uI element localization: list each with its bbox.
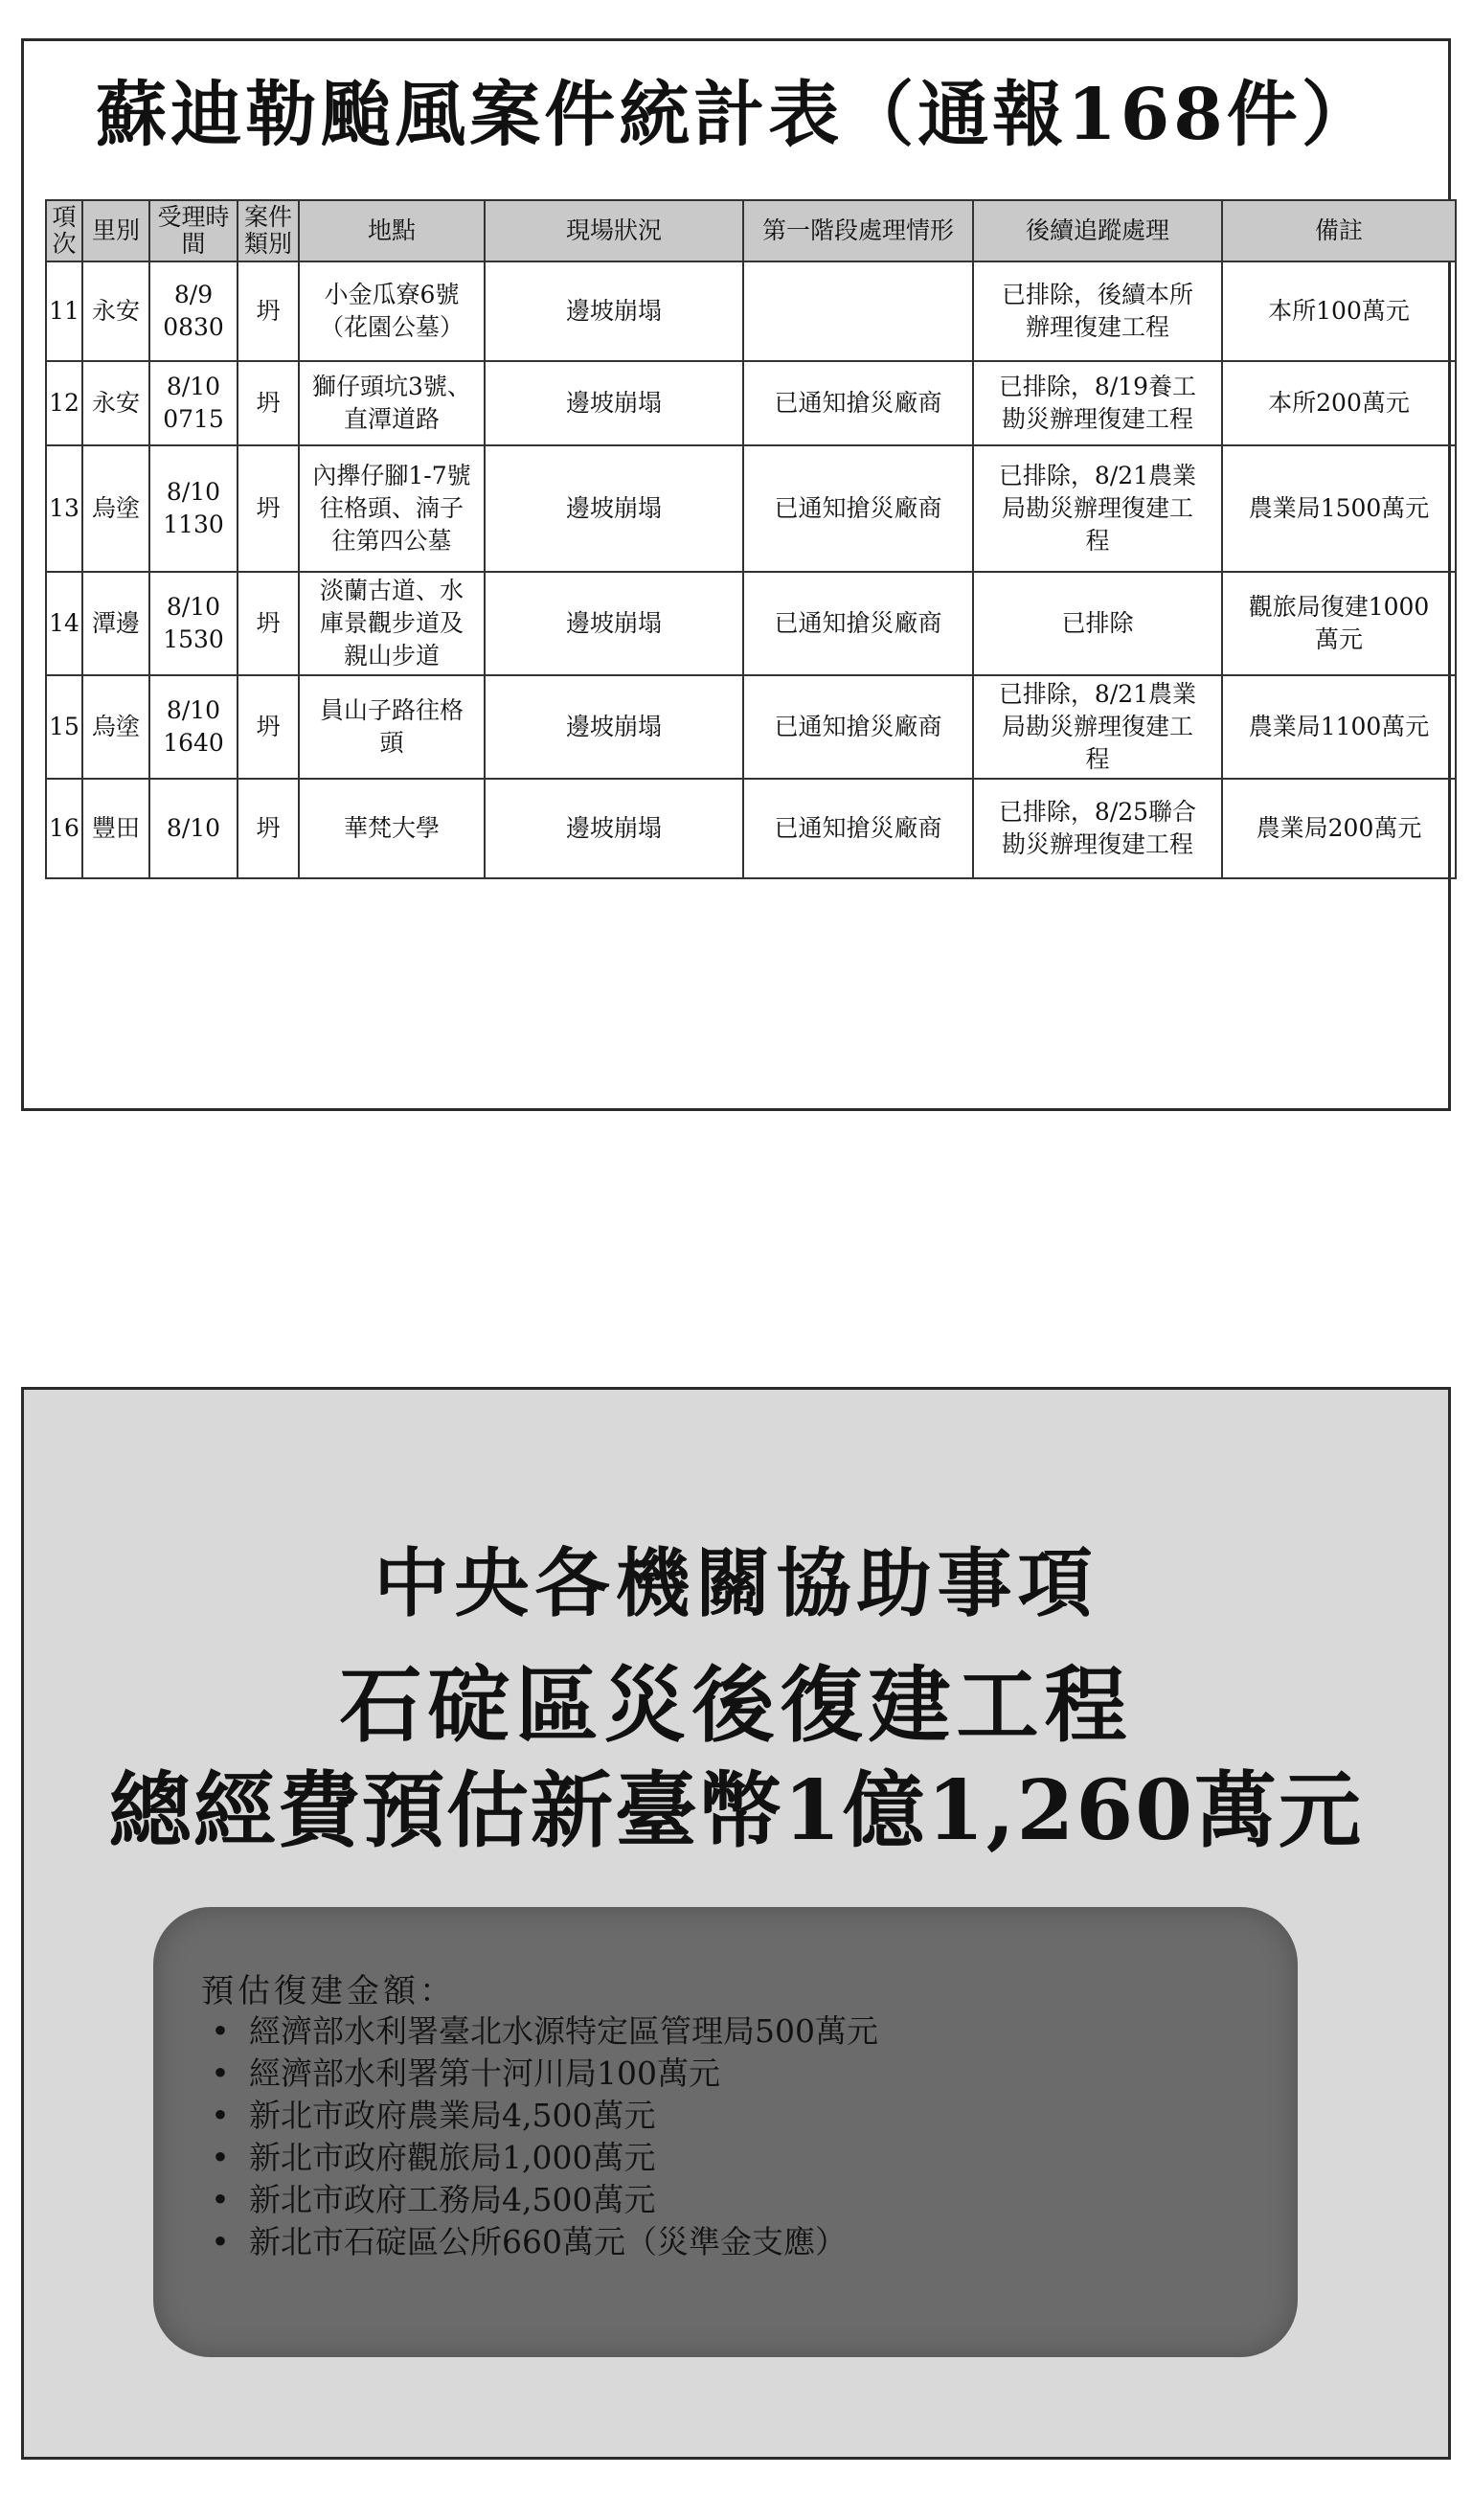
col-header-village: 里別 — [82, 200, 149, 261]
budget-item — [192, 2179, 878, 2221]
col-header-note: 備註 — [1222, 200, 1456, 261]
budget-box — [153, 1907, 1298, 2357]
budget-item-text: 新北市政府觀旅局1,000萬元 — [249, 2139, 656, 2176]
cell-time: 8/10 1130 — [149, 445, 238, 572]
bullet-icon: • — [211, 2012, 230, 2050]
slide-subheading: 石碇區災後復建工程 — [339, 1657, 1133, 1754]
cell-status: 邊坡崩塌 — [485, 261, 743, 361]
cell-status: 邊坡崩塌 — [485, 572, 743, 675]
cell-no: 12 — [46, 361, 82, 445]
budget-list — [192, 2010, 878, 2263]
cell-stage1 — [743, 261, 973, 361]
cell-followup: 已排除，8/21農業 局勘災辦理復建工 程 — [973, 675, 1222, 779]
cell-stage1: 已通知搶災廠商 — [743, 675, 973, 779]
budget-heading: 預估復建金額： — [201, 1972, 456, 2010]
cell-location: 小金瓜寮6號 （花園公墓） — [299, 261, 485, 361]
col-header-stage1: 第一階段處理情形 — [743, 200, 973, 261]
bullet-icon: • — [211, 2223, 230, 2260]
budget-item-text: 新北市政府工務局4,500萬元 — [249, 2181, 656, 2218]
cell-status: 邊坡崩塌 — [485, 445, 743, 572]
cell-note: 農業局1100萬元 — [1222, 675, 1456, 779]
slide-heading: 中央各機關協助事項 — [374, 1540, 1098, 1627]
budget-item — [192, 2137, 878, 2179]
cell-type: 坍 — [238, 572, 299, 675]
cell-followup: 已排除，8/19養工 勘災辦理復建工程 — [973, 361, 1222, 445]
budget-item — [192, 2053, 878, 2095]
budget-item-text: 新北市政府農業局4,500萬元 — [249, 2097, 656, 2134]
budget-item — [192, 2221, 878, 2263]
cell-type: 坍 — [238, 445, 299, 572]
cell-note: 農業局1500萬元 — [1222, 445, 1456, 572]
col-header-type: 案件類別 — [238, 200, 299, 261]
cell-type: 坍 — [238, 779, 299, 878]
cell-status: 邊坡崩塌 — [485, 675, 743, 779]
cell-type: 坍 — [238, 361, 299, 445]
cell-village: 烏塗 — [82, 675, 149, 779]
cell-time: 8/10 1640 — [149, 675, 238, 779]
case-table — [45, 199, 1457, 879]
cell-location: 內攑仔腳1-7號 往格頭、湳子 往第四公墓 — [299, 445, 485, 572]
cell-note: 本所200萬元 — [1222, 361, 1456, 445]
case-statistics-slide — [21, 38, 1451, 1111]
cell-stage1: 已通知搶災廠商 — [743, 445, 973, 572]
cell-village: 永安 — [82, 261, 149, 361]
cell-no: 14 — [46, 572, 82, 675]
cell-status: 邊坡崩塌 — [485, 361, 743, 445]
cell-village: 豐田 — [82, 779, 149, 878]
cell-location: 員山子路往格 頭 — [299, 675, 485, 779]
slide-title: 蘇迪勒颱風案件統計表（通報168件） — [96, 74, 1376, 156]
cell-time: 8/10 — [149, 779, 238, 878]
cell-time: 8/9 0830 — [149, 261, 238, 361]
budget-item-text: 經濟部水利署臺北水源特定區管理局500萬元 — [249, 2012, 878, 2050]
bullet-icon: • — [211, 2055, 230, 2092]
cell-location: 華梵大學 — [299, 779, 485, 878]
cell-followup: 已排除，8/25聯合 勘災辦理復建工程 — [973, 779, 1222, 878]
col-header-no: 項次 — [46, 200, 82, 261]
budget-item-text: 經濟部水利署第十河川局100萬元 — [249, 2055, 720, 2092]
cell-no: 11 — [46, 261, 82, 361]
budget-item — [192, 2095, 878, 2137]
table-row — [46, 361, 1456, 445]
cell-stage1: 已通知搶災廠商 — [743, 572, 973, 675]
bullet-icon: • — [211, 2181, 230, 2218]
cell-no: 16 — [46, 779, 82, 878]
cell-followup: 已排除 — [973, 572, 1222, 675]
cell-time: 8/10 1530 — [149, 572, 238, 675]
table-header-row — [46, 200, 1456, 261]
case-table-body — [46, 261, 1456, 878]
table-row — [46, 675, 1456, 779]
cell-time: 8/10 0715 — [149, 361, 238, 445]
bullet-icon: • — [211, 2097, 230, 2134]
col-header-status: 現場狀況 — [485, 200, 743, 261]
table-row — [46, 445, 1456, 572]
budget-item — [192, 2010, 878, 2053]
col-header-time: 受理時間 — [149, 200, 238, 261]
bullet-icon: • — [211, 2139, 230, 2176]
col-header-followup: 後續追蹤處理 — [973, 200, 1222, 261]
cell-note: 觀旅局復建1000 萬元 — [1222, 572, 1456, 675]
cell-note: 本所100萬元 — [1222, 261, 1456, 361]
cell-no: 15 — [46, 675, 82, 779]
cell-location: 獅仔頭坑3號、 直潭道路 — [299, 361, 485, 445]
table-row — [46, 261, 1456, 361]
table-row — [46, 779, 1456, 878]
cell-followup: 已排除，8/21農業 局勘災辦理復建工 程 — [973, 445, 1222, 572]
cell-status: 邊坡崩塌 — [485, 779, 743, 878]
cell-stage1: 已通知搶災廠商 — [743, 779, 973, 878]
cell-village: 永安 — [82, 361, 149, 445]
cell-followup: 已排除，後續本所 辦理復建工程 — [973, 261, 1222, 361]
cell-type: 坍 — [238, 261, 299, 361]
cell-stage1: 已通知搶災廠商 — [743, 361, 973, 445]
table-row — [46, 572, 1456, 675]
cell-note: 農業局200萬元 — [1222, 779, 1456, 878]
cell-village: 烏塗 — [82, 445, 149, 572]
total-budget-text: 總經費預估新臺幣1億1,260萬元 — [108, 1762, 1364, 1859]
cell-location: 淡蘭古道、水 庫景觀步道及 親山步道 — [299, 572, 485, 675]
col-header-location: 地點 — [299, 200, 485, 261]
reconstruction-slide — [21, 1387, 1451, 2460]
cell-no: 13 — [46, 445, 82, 572]
cell-type: 坍 — [238, 675, 299, 779]
budget-item-text: 新北市石碇區公所660萬元（災準金支應） — [249, 2223, 847, 2260]
cell-village: 潭邊 — [82, 572, 149, 675]
